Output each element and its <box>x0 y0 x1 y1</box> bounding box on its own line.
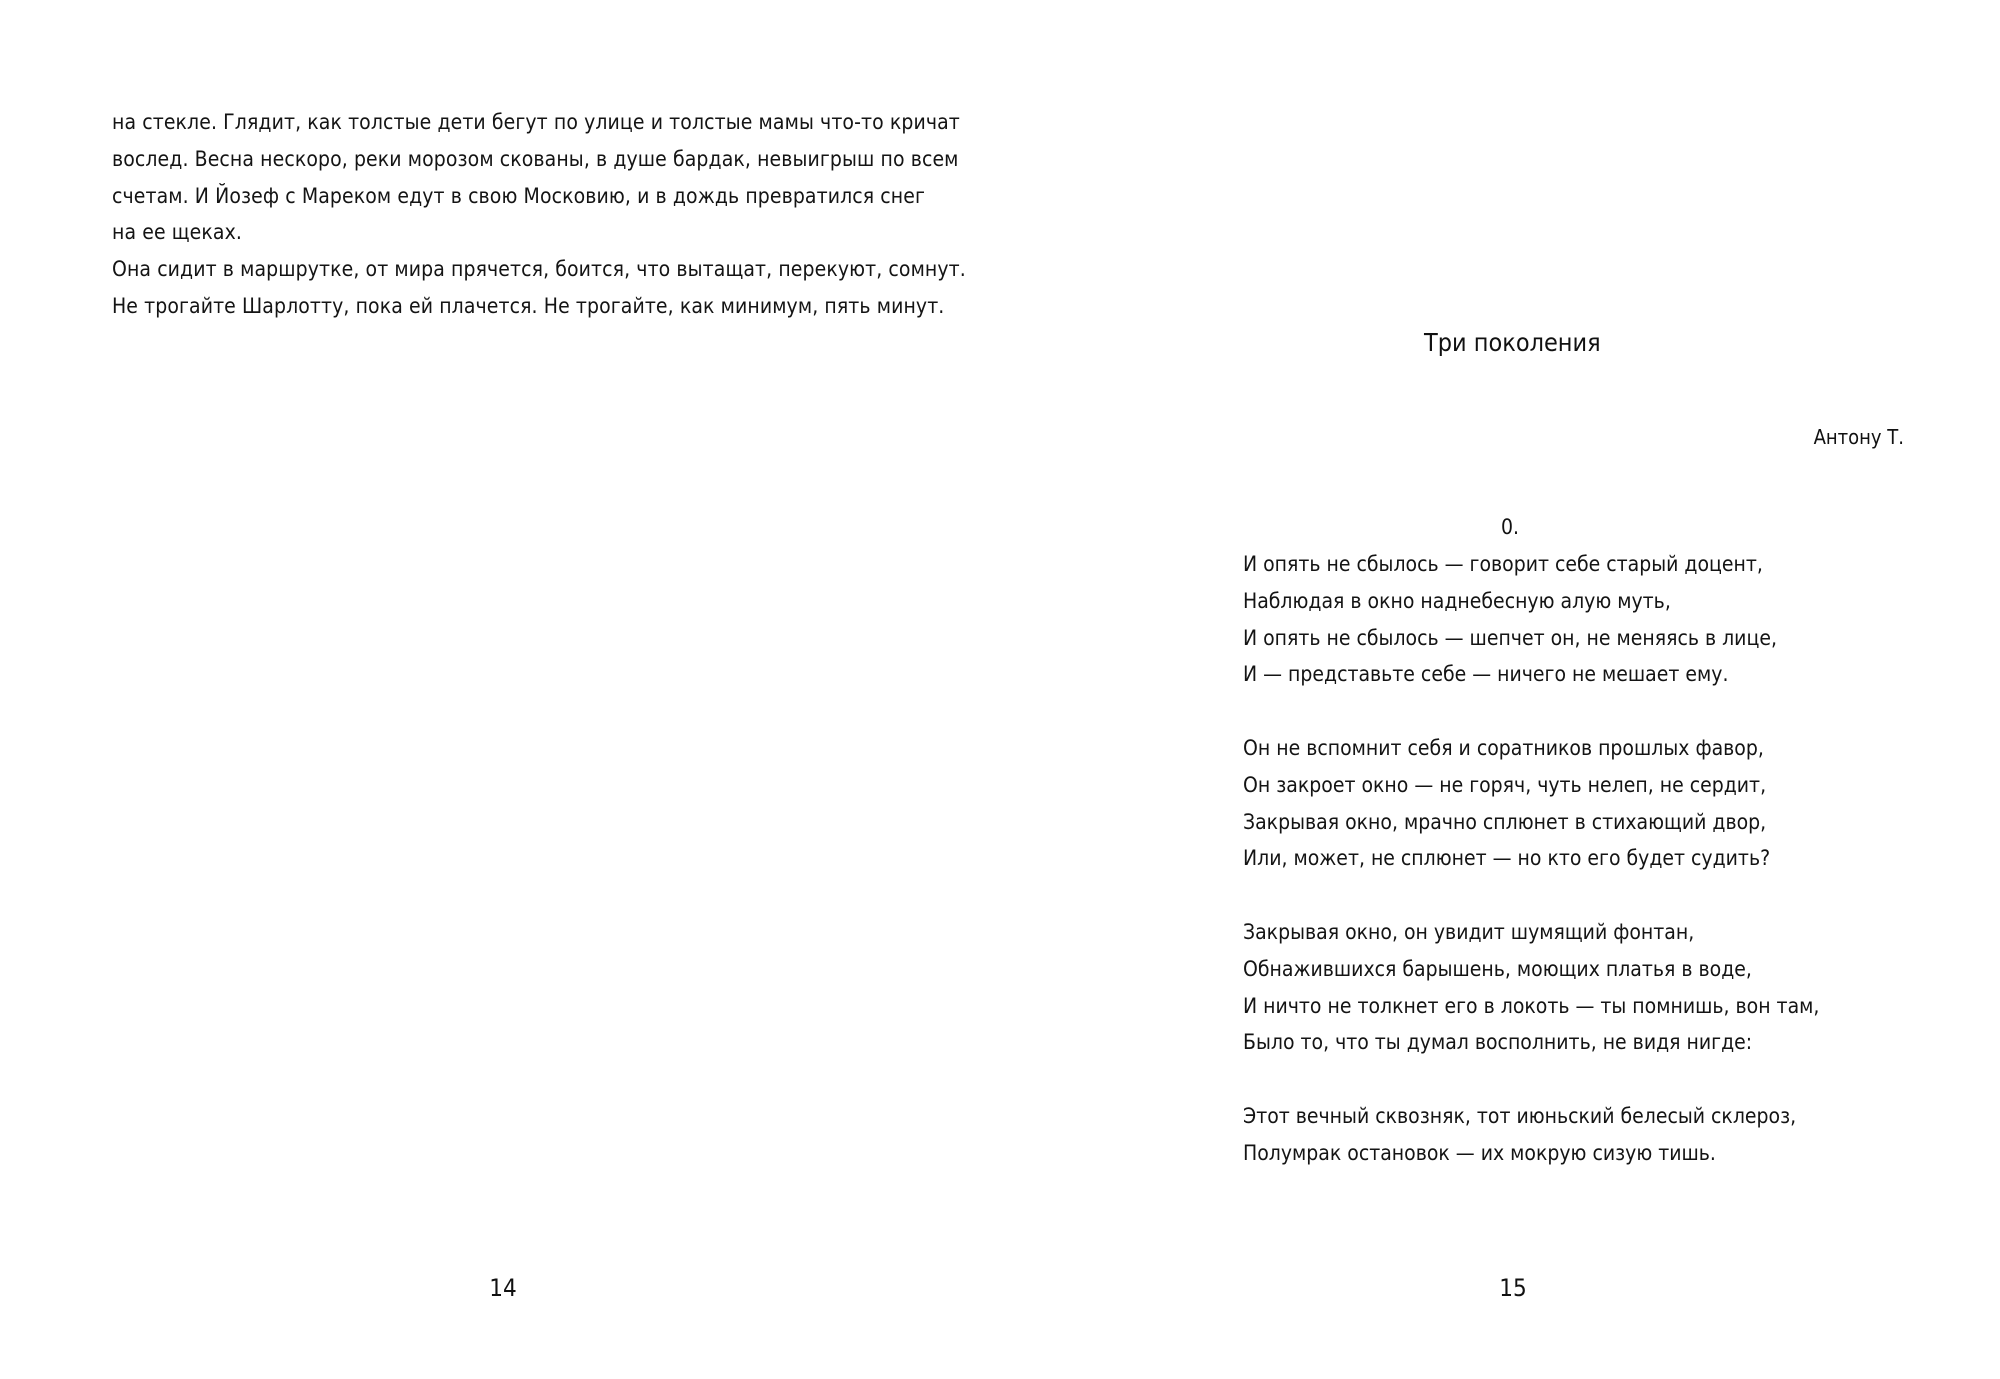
prose-line: счетам. И Йозеф с Мареком едут в свою Московию, и в дождь превратился снег <box>112 183 926 208</box>
stanza <box>1243 914 1943 1061</box>
poem-line: Закрывая окно, он увидит шумящий фонтан, <box>1243 919 1695 944</box>
page-number-left: 14 <box>489 1274 517 1302</box>
left-page-prose <box>112 104 966 325</box>
prose-line: вослед. Весна нескоро, реки морозом скованы, в душе бардак, невыигрыш по всем <box>112 146 959 171</box>
prose-line: Не трогайте Шарлотту, пока ей плачется. Не трогайте, как минимум, пять минут. <box>112 293 945 318</box>
prose-line: на ее щеках. <box>112 220 242 245</box>
poem-line: Было то, что ты думал восполнить, не видя нигде: <box>1243 1030 1753 1055</box>
poem-line: Он закроет окно — не горяч, чуть нелеп, не сердит, <box>1243 772 1767 797</box>
poem-line: Полумрак остановок — их мокрую сизую тишь. <box>1243 1140 1716 1165</box>
poem-line: И ничто не толкнет его в локоть — ты помнишь, вон там, <box>1243 993 1820 1018</box>
poem-body <box>1243 546 1943 1208</box>
poem-line: И — представьте себе — ничего не мешает ему. <box>1243 662 1729 687</box>
poem-line: Этот вечный сквозняк, тот июньский белесый склероз, <box>1243 1103 1797 1128</box>
stanza <box>1243 1098 1943 1172</box>
poem-line: Обнажившихся барышень, моющих платья в воде, <box>1243 956 1752 981</box>
prose-line: Она сидит в маршрутке, от мира прячется, боится, что вытащат, перекуют, сомнут. <box>112 257 966 282</box>
poem-line: И опять не сбылось — шепчет он, не меняясь в лице, <box>1243 625 1777 650</box>
prose-line: на стекле. Глядит, как толстые дети бегут по улице и толстые мамы что-то кричат <box>112 110 960 134</box>
poem-line: Наблюдая в окно наднебесную алую муть, <box>1243 588 1671 613</box>
poem-title: Три поколения <box>1424 328 1601 357</box>
poem-line: Он не вспомнит себя и соратников прошлых фавор, <box>1243 735 1764 760</box>
poem-dedication: Антону Т. <box>1813 425 1904 449</box>
section-number: 0. <box>1500 515 1520 539</box>
stanza <box>1243 546 1943 693</box>
poem-line: И опять не сбылось — говорит себе старый доцент, <box>1243 552 1763 576</box>
stanza <box>1243 730 1943 877</box>
poem-line: Закрывая окно, мрачно сплюнет в стихающий двор, <box>1243 809 1767 834</box>
page-number-right: 15 <box>1499 1274 1527 1302</box>
poem-line: Или, может, не сплюнет — но кто его будет судить? <box>1243 846 1771 871</box>
